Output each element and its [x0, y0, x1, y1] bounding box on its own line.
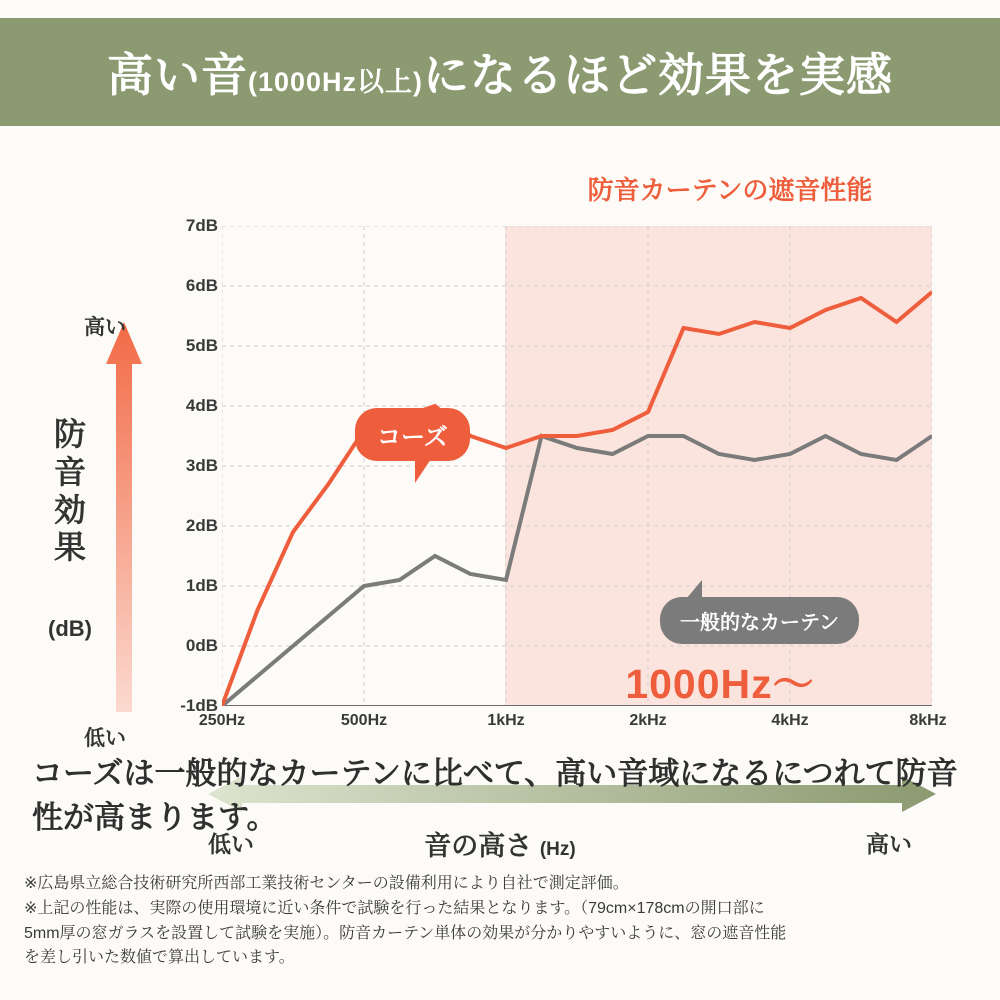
- x-tick-4khz: 4kHz: [771, 712, 809, 729]
- x-axis-title-unit: (Hz): [539, 839, 576, 860]
- x-axis-low-label: 低い: [208, 831, 254, 857]
- callout-kozu: コーズ: [355, 408, 470, 461]
- callout-standard-curtain: 一般的なカーテン: [660, 597, 859, 644]
- header-title-note: (1000Hz以上): [247, 67, 424, 97]
- x-tick-500hz: 500Hz: [340, 712, 388, 729]
- y-tick-m1db: -1dB: [180, 696, 218, 715]
- x-tick-250hz: 250Hz: [198, 712, 246, 729]
- footnote-4: を差し引いた数値で算出しています。: [24, 949, 295, 967]
- y-tick-5db: 5dB: [185, 336, 218, 355]
- header-title-part1: 高い音: [106, 49, 248, 101]
- page-title: [107, 39, 893, 105]
- y-axis-arrow: [106, 322, 142, 712]
- x-tick-2khz: 2kHz: [629, 712, 667, 729]
- header-banner: [0, 18, 1000, 126]
- y-tick-3db: 3dB: [185, 456, 218, 475]
- chart-series-title: 防音カーテンの遮音性能: [587, 175, 873, 205]
- header-title-part2: になるほど効果を実感: [423, 49, 894, 101]
- y-tick-4db: 4dB: [185, 396, 218, 415]
- summary-caption: コーズは一般的なカーテンに比べて、高い音域になるにつれて防音性が高まります。: [32, 756, 958, 836]
- y-tick-1db: 1dB: [185, 576, 218, 595]
- x-axis-high-label: 高い: [866, 831, 912, 857]
- x-tick-labels: [198, 712, 947, 736]
- y-axis-title: 防音効果: [53, 416, 86, 566]
- y-tick-labels: [160, 216, 218, 715]
- y-tick-0db: 0dB: [185, 636, 218, 655]
- x-tick-8khz: 8kHz: [909, 712, 947, 729]
- footnotes: [24, 872, 984, 971]
- footnote-3: 5mm厚の窓ガラスを設置して試験を実施）。防音カーテン単体の効果が分かりやすいように、窓の遮音性能: [24, 924, 787, 942]
- y-tick-2db: 2dB: [185, 516, 218, 535]
- footnote-1: ※広島県立総合技術研究所西部工業技術センターの設備利用により自社で測定評価。: [24, 875, 629, 892]
- y-axis-unit: (dB): [48, 616, 92, 641]
- band-label: 1000Hz〜: [625, 661, 815, 707]
- y-tick-6db: 6dB: [185, 276, 218, 295]
- x-tick-1khz: 1kHz: [487, 712, 525, 729]
- y-axis-high-label: 高い: [84, 316, 126, 339]
- y-tick-7db: 7dB: [185, 216, 218, 235]
- footnote-2: ※上記の性能は、実際の使用環境に近い条件で試験を行った結果となります。（79cm×178cmの開口部に: [24, 899, 765, 917]
- x-axis-title-text: 音の高さ: [424, 831, 533, 861]
- y-axis-low-label: 低い: [84, 727, 126, 750]
